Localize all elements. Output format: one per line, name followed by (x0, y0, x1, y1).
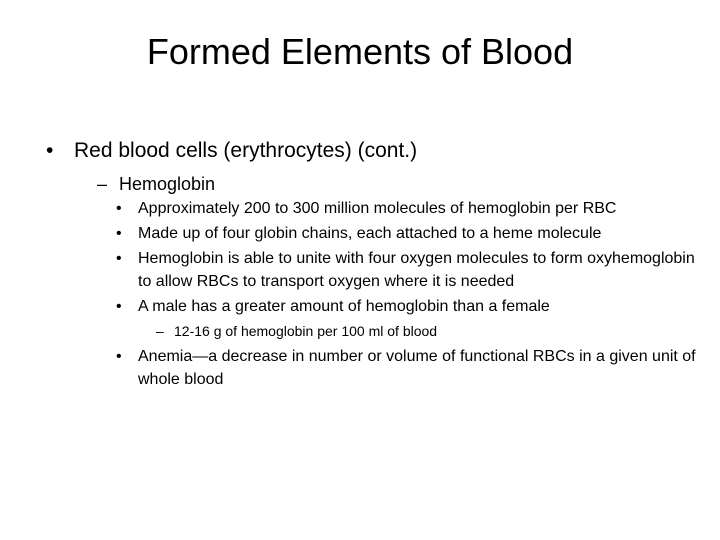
dash-bullet-icon: – (156, 323, 164, 339)
bullet-dot-icon: • (116, 298, 122, 315)
bullet-dot-icon: • (46, 139, 54, 162)
bullet-dot-icon: • (116, 225, 122, 242)
bullet-dot-icon: • (116, 200, 122, 217)
bullet-text: Anemia—a decrease in number or volume of functional RBCs in a given unit of whole blood (138, 348, 696, 388)
slide-title: Formed Elements of Blood (146, 31, 574, 72)
bullet-text: Approximately 200 to 300 million molecules of hemoglobin per RBC (138, 200, 617, 217)
bullet-text: A male has a greater amount of hemoglobin than a female (138, 298, 550, 315)
bullet-text: 12-16 g of hemoglobin per 100 ml of blood (174, 323, 438, 339)
bullet-text: Made up of four globin chains, each attached to a heme molecule (138, 225, 602, 242)
bullet-dot-icon: • (116, 348, 122, 365)
bullet-dot-icon: • (116, 250, 122, 267)
dash-bullet-icon: – (97, 174, 108, 194)
bullet-text: Red blood cells (erythrocytes) (cont.) (74, 139, 418, 162)
bullet-text: Hemoglobin is able to unite with four oxygen molecules to form oxyhemoglobin to allow RBCs to transport oxygen where it is needed (138, 250, 695, 290)
bullet-text: Hemoglobin (119, 174, 216, 194)
